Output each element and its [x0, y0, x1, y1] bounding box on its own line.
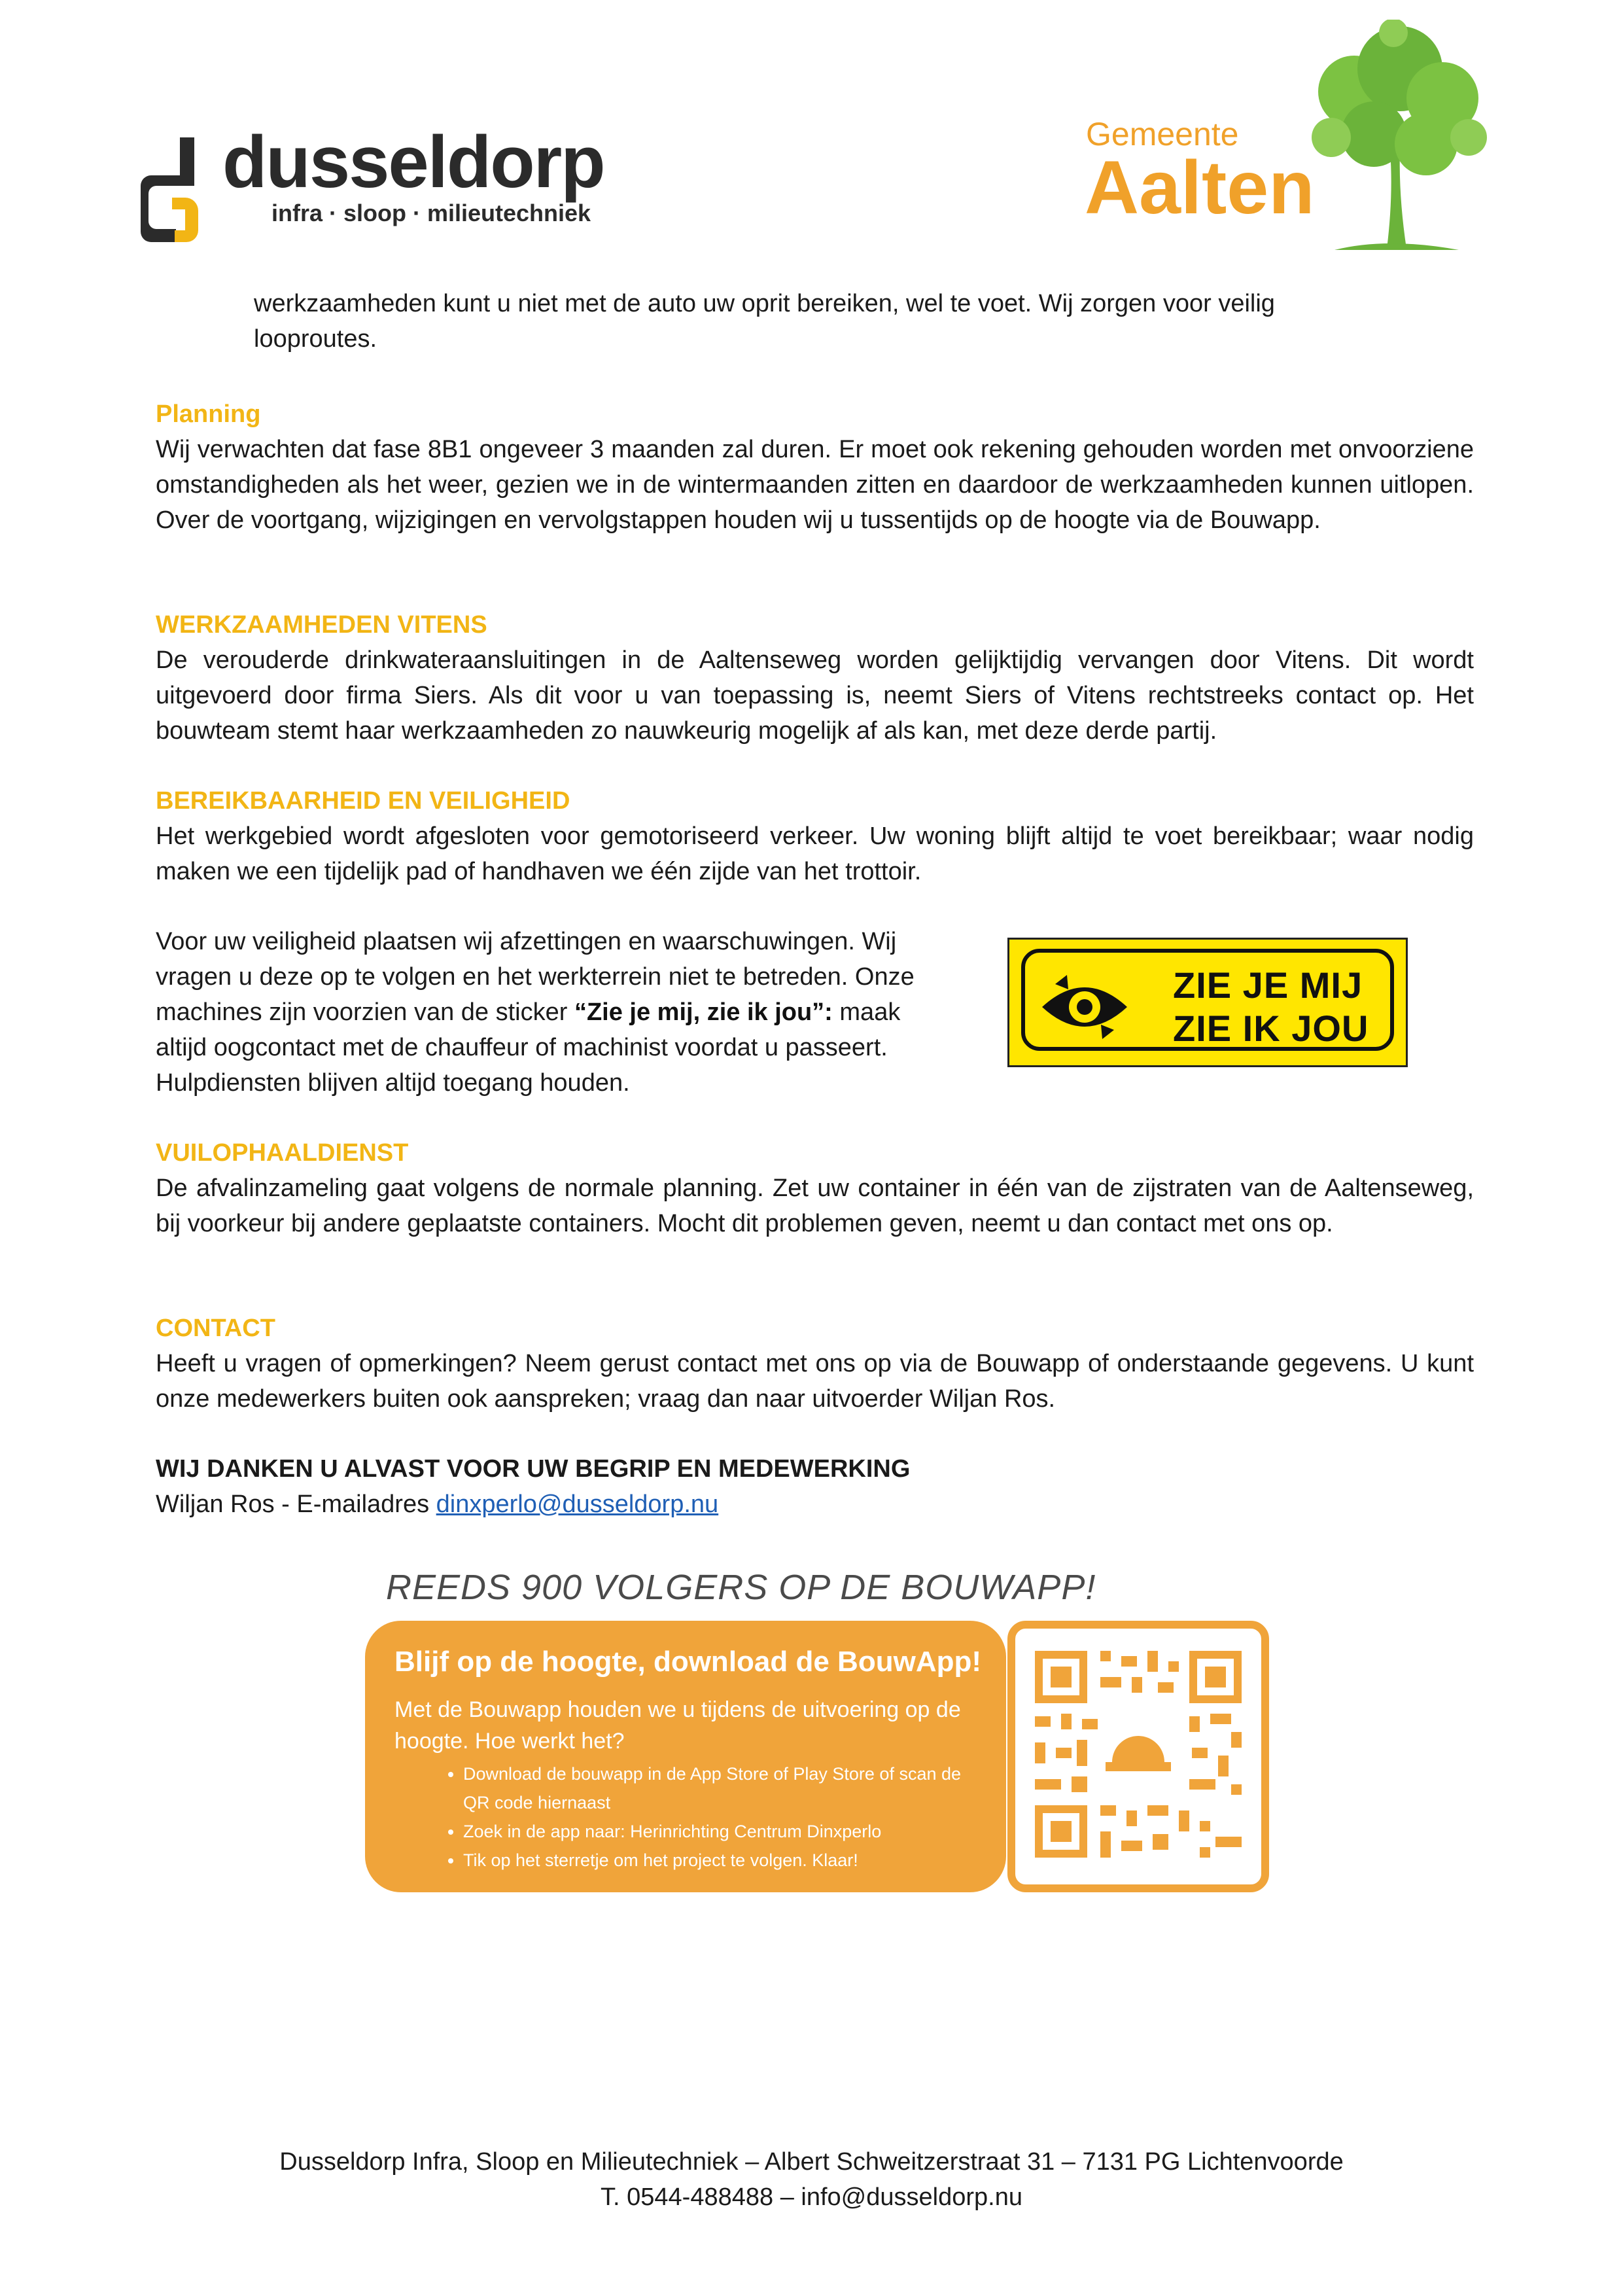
intro-continuation: werkzaamheden kunt u niet met de auto uw oprit bereiken, wel te voet. Wij zorgen voor veilig looproutes. — [254, 290, 1275, 353]
sticker-line-1: ZIE JE MIJ — [1173, 964, 1363, 1006]
safety-text-after: maak altijd oogcontact met de chauffeur of machinist voordat u passeert. Hulpdiensten blijven altijd toegang houden. — [156, 998, 901, 1097]
vitens-text: De verouderde drinkwateraansluitingen in de Aaltenseweg worden gelijktijdig vervangen door Vitens. Dit wordt uitgevoerd door firma Siers. Als dit voor u van toepassing is, neemt Siers of Vitens rechtstreeks contact op. Het bouwteam stemt haar werkzaamheden zo nauwkeurig mogelijk af als kan, met deze derde partij. — [156, 646, 1474, 745]
eye-arrows-icon — [1036, 971, 1134, 1043]
bouwapp-step: • Download de bouwapp in de App Store of Play Store of scan de QR code hiernaast — [463, 1759, 986, 1817]
sticker-line-2: ZIE IK JOU — [1173, 1008, 1369, 1049]
bouwapp-intro: Met de Bouwapp houden we u tijdens de uitvoering op de hoogte. Hoe werkt het? — [394, 1697, 961, 1754]
dusseldorp-logo-mark-icon — [141, 137, 213, 242]
bereikbaarheid-heading: BEREIKBAARHEID EN VEILIGHEID — [156, 787, 570, 815]
dusseldorp-logo-tagline: infra · sloop · milieutechniek — [271, 200, 591, 226]
safety-paragraph — [156, 924, 934, 1101]
gemeente-aalten-logo — [1086, 20, 1492, 255]
safety-text-before: Voor uw veiligheid plaatsen wij afzettingen en waarschuwingen. Wij vragen u deze op te volgen en het werkterrein niet te betreden. Onze machines zijn voorzien van de sticker — [156, 928, 915, 1026]
signature-prefix: Wiljan Ros - E-mailadres — [156, 1491, 430, 1518]
bouwapp-step: • Zoek in de app naar: Herinrichting Centrum Dinxperlo — [463, 1817, 986, 1846]
safety-quote: “Zie je mij, zie ik jou”: — [574, 998, 833, 1026]
thanks-line: WIJ DANKEN U ALVAST VOOR UW BEGRIP EN MEDEWERKING — [156, 1455, 911, 1483]
vuilophaal-heading: VUILOPHAALDIENST — [156, 1139, 409, 1167]
bouwapp-followers-title: REEDS 900 VOLGERS OP DE BOUWAPP! — [386, 1568, 1096, 1607]
email-link[interactable]: dinxperlo@dusseldorp.nu — [436, 1491, 719, 1518]
municipality-prefix: Gemeente — [1086, 116, 1239, 152]
tree-icon — [1295, 20, 1492, 255]
bereikbaarheid-text: Het werkgebied wordt afgesloten voor gemotoriseerd verkeer. Uw woning blijft altijd te voet bereikbaar; waar nodig maken we een tijdelijk pad of handhaven we één zijde van het trottoir. — [156, 822, 1474, 885]
vitens-heading: WERKZAAMHEDEN VITENS — [156, 611, 487, 639]
municipality-name: Aalten — [1085, 146, 1315, 230]
qr-code-box[interactable] — [1007, 1621, 1269, 1892]
footer-contact: T. 0544-488488 – info@dusseldorp.nu — [601, 2183, 1022, 2211]
qr-code-icon — [1035, 1651, 1242, 1858]
vuilophaal-text: De afvalinzameling gaat volgens de normale planning. Zet uw container in één van de zijstraten van de Aaltenseweg, bij voorkeur bij andere geplaatste containers. Mocht dit problemen geven, neemt u dan contact met ons op. — [156, 1174, 1474, 1237]
bouwapp-steps — [424, 1759, 986, 1875]
contact-heading: CONTACT — [156, 1315, 275, 1342]
zie-je-mij-sticker — [1007, 938, 1408, 1067]
signature-line — [156, 1487, 1474, 1522]
bouwapp-heading: Blijf op de hoogte, download de BouwApp! — [394, 1646, 981, 1678]
dusseldorp-logo-text: dusseldorp — [222, 121, 604, 203]
dusseldorp-logo — [141, 121, 612, 245]
bouwapp-step: • Tik op het sterretje om het project te volgen. Klaar! — [463, 1846, 986, 1875]
footer-address: Dusseldorp Infra, Sloop en Milieutechniek – Albert Schweitzerstraat 31 – 7131 PG Lichtenvoorde — [279, 2148, 1344, 2176]
contact-text: Heeft u vragen of opmerkingen? Neem gerust contact met ons op via de Bouwapp of onderstaande gegevens. U kunt onze medewerkers buiten ook aanspreken; vraag dan naar uitvoerder Wiljan Ros. — [156, 1350, 1474, 1413]
planning-heading: Planning — [156, 400, 261, 428]
bouwapp-banner — [365, 1621, 1006, 1892]
planning-text: Wij verwachten dat fase 8B1 ongeveer 3 maanden zal duren. Er moet ook rekening gehouden worden met onvoorziene omstandigheden als het weer, gezien we in de wintermaanden zitten en daardoor de werkzaamheden kunnen uitlopen. Over de voortgang, wijzigingen en vervolgstappen houden wij u tussentijds op de hoogte via de Bouwapp. — [156, 436, 1474, 534]
